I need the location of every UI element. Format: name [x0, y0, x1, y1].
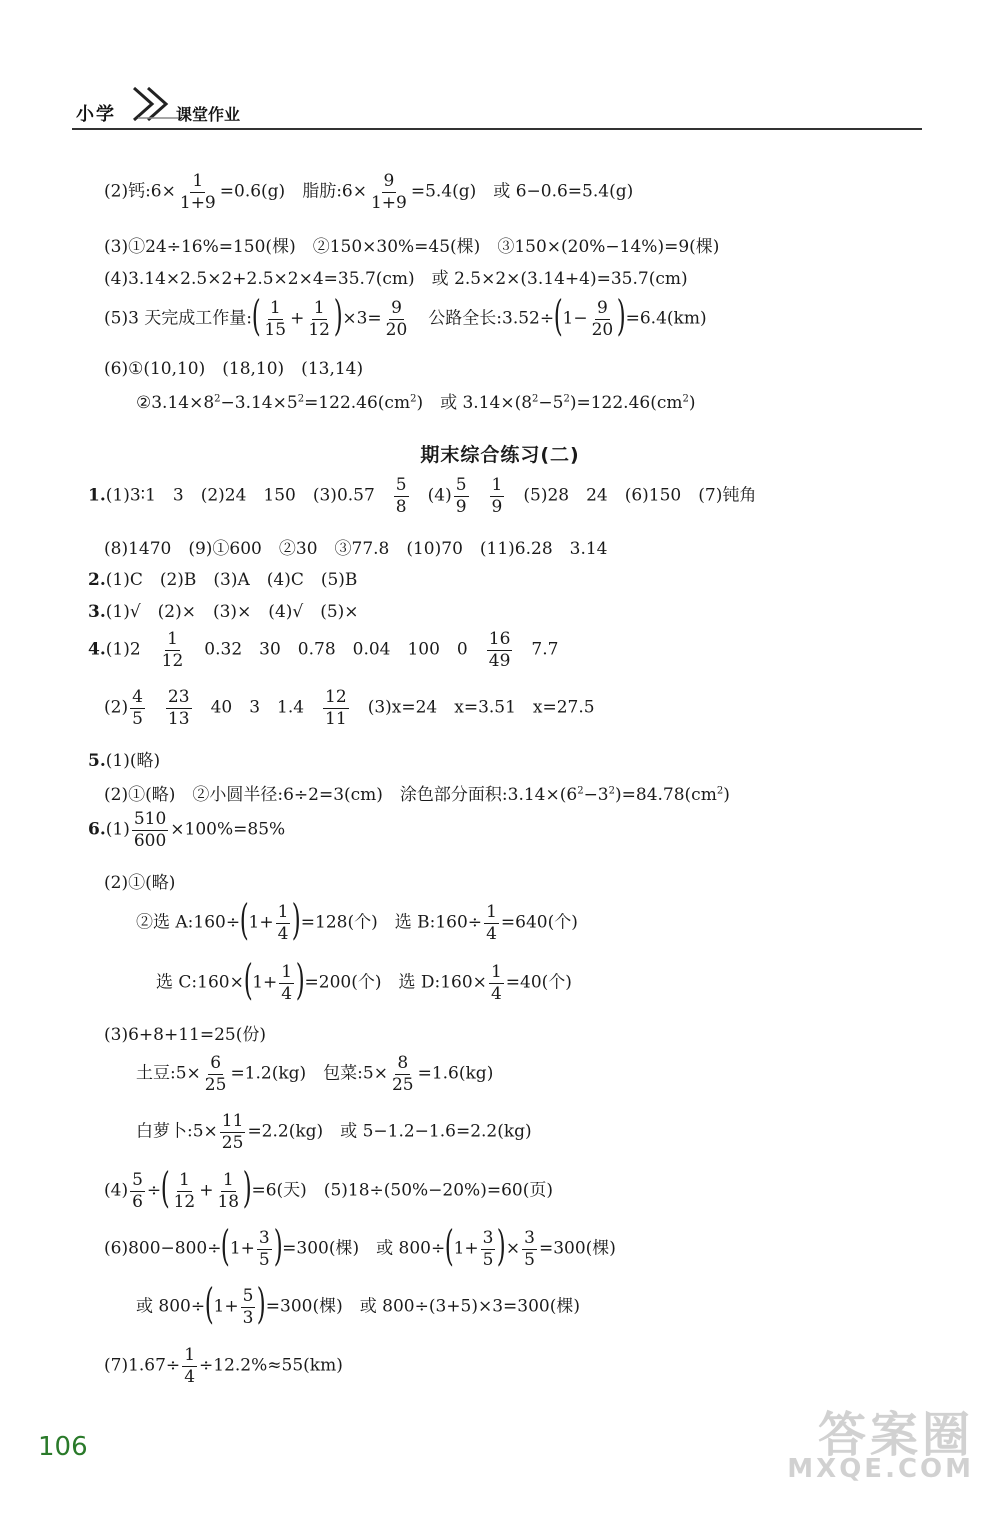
fraction: $\frac{5}{9}$ — [455, 475, 467, 517]
header-rule — [72, 128, 922, 130]
q5-line-1: 5.(1)(略) — [88, 751, 161, 771]
fraction: $\frac{9}{1+9}$ — [370, 171, 407, 213]
q5-line-2: (2)①(略) ②小圆半径:6÷2=3(cm) 涂色部分面积$:3.14\times(6^2-3^2)=84.78(cm^2)$ — [104, 785, 730, 805]
fraction: $\frac{9}{20}$ — [385, 297, 408, 340]
prev-line-6: (6)①(10,10) (18,10) (13,14) — [104, 359, 364, 379]
fraction: $\frac{5}{8}$ — [395, 475, 407, 517]
prev-line-7: $②3.14\times 8^2-3.14\times 5^2=122.46(cm^2)$ 或 $3.14\times(8^2-5^2)=122.46(cm^2)$ — [136, 393, 696, 413]
fraction: $\frac{5}{6}$ — [132, 1169, 143, 1212]
fraction: $\frac{1}{4}$ — [281, 961, 293, 1004]
q6-line-7: 白萝卜:5× $\frac{11}{25}$ =2.2(kg) 或 5−1.2−1.6=2.2(kg) — [136, 1111, 532, 1153]
prev-line-4: (4)3.14×2.5×2+2.5×2×4=35.7(cm) 或 2.5×2×(3.14+4)=35.7(cm) — [104, 269, 688, 289]
fraction: $\frac{1}{12}$ — [161, 629, 184, 671]
fraction: $\frac{6}{25}$ — [204, 1053, 227, 1095]
q6-line-9: (6)800−800÷(1+ $\frac{3}{5}$ )=300(棵) 或 800÷(1+ $\frac{3}{5}$ )× $\frac{3}{5}$ =300(棵) — [104, 1221, 616, 1270]
fraction: $\frac{1}{12}$ — [173, 1169, 196, 1212]
watermark-url: MXQE.COM — [787, 1454, 974, 1484]
q6-line-3: ②选 A:160÷(1+ $\frac{1}{4}$ )=128(个) 选 B:160÷ $\frac{1}{4}$ =640(个) — [136, 895, 578, 944]
fraction: $\frac{1}{1+9}$ — [179, 171, 216, 213]
fraction: $\frac{3}{5}$ — [482, 1227, 494, 1270]
prev-line-5: (5)3 天完成工作量:( $\frac{1}{15}$ + $\frac{1}{12}$ )×3= $\frac{9}{20}$ 公路全长:3.52÷(1− $\frac{9}{20}$ )=6.4(km) — [104, 291, 707, 340]
fraction: $\frac{1}{9}$ — [491, 475, 503, 517]
fraction: $\frac{5}{3}$ — [242, 1285, 254, 1328]
fraction: $\frac{1}{4}$ — [486, 901, 497, 944]
header-brand: 小学 — [76, 104, 116, 125]
q6-line-4: 选 C:160×(1+ $\frac{1}{4}$ )=200(个) 选 D:160× $\frac{1}{4}$ =40(个) — [156, 955, 572, 1004]
fraction: $\frac{1}{15}$ — [264, 297, 287, 340]
page-header — [72, 78, 922, 130]
fraction: $\frac{11}{25}$ — [221, 1111, 244, 1153]
fraction: $\frac{12}{11}$ — [325, 687, 347, 729]
q6-line-1: 6.(1) $\frac{510}{600}$ ×100%=85% — [88, 809, 286, 851]
fraction: $\frac{9}{20}$ — [591, 297, 614, 340]
header-title: 课堂作业 — [176, 105, 241, 124]
q2-line: 2.(1)C (2)B (3)A (4)C (5)B — [88, 570, 358, 590]
fraction: $\frac{510}{600}$ — [133, 809, 167, 851]
fraction: $\frac{3}{5}$ — [524, 1227, 535, 1270]
q3-line: 3.(1)√ (2)× (3)× (4)√ (5)× — [88, 602, 359, 622]
prev-line-2: (2)钙:6× $\frac{1}{1+9}$ =0.6(g) 脂肪:6× $\frac{9}{1+9}$ =5.4(g) 或 6−0.6=5.4(g) — [104, 171, 634, 213]
fraction: $\frac{16}{49}$ — [488, 629, 511, 671]
q1-line-2: (8)1470 (9)①600 ②30 ③77.8 (10)70 (11)6.28 3.14 — [104, 539, 608, 559]
section-title: 期末综合练习(二) — [420, 444, 580, 466]
q6-line-6: 土豆:5× $\frac{6}{25}$ =1.2(kg) 包菜:5× $\frac{8}{25}$ =1.6(kg) — [136, 1053, 494, 1095]
q4-line-2: (2) $\frac{4}{5}$ $\frac{23}{13}$ 40 3 1.4 $\frac{12}{11}$ (3)x=24 x=3.51 x=27.5 — [104, 687, 595, 729]
prev-line-3: (3)①24÷16%=150(棵) ②150×30%=45(棵) ③150×(20%−14%)=9(棵) — [104, 237, 720, 257]
q6-line-2: (2)①(略) — [104, 873, 176, 893]
fraction: $\frac{1}{12}$ — [308, 297, 330, 340]
q6-line-10: 或 800÷(1+ $\frac{5}{3}$ )=300(棵) 或 800÷(3+5)×3=300(棵) — [136, 1279, 580, 1328]
fraction: $\frac{1}{4}$ — [277, 901, 289, 944]
fraction: $\frac{8}{25}$ — [391, 1053, 414, 1095]
fraction: $\frac{23}{13}$ — [167, 687, 190, 729]
q6-line-5: (3)6+8+11=25(份) — [104, 1025, 266, 1045]
q1-line-1: 1.(1)3∶1 3 (2)24 150 (3)0.57 $\frac{5}{8}$ (4) $\frac{5}{9}$ $\frac{1}{9}$ (5)28 24 (6)150 (7)钝角 — [88, 475, 757, 517]
watermark-title: 答案圈 — [817, 1407, 974, 1463]
page-number: 106 — [38, 1432, 88, 1462]
q4-line-1: 4.(1)2 $\frac{1}{12}$ 0.32 30 0.78 0.04 100 0 $\frac{16}{49}$ 7.7 — [88, 629, 559, 671]
fraction: $\frac{1}{18}$ — [217, 1169, 240, 1212]
q6-line-8: (4) $\frac{5}{6}$ ÷( $\frac{1}{12}$ + $\frac{1}{18}$ )=6(天) (5)18÷(50%−20%)=60(页) — [104, 1163, 553, 1212]
fraction: $\frac{1}{4}$ — [184, 1345, 196, 1387]
q6-line-11: (7)1.67÷ $\frac{1}{4}$ ÷12.2%≈55(km) — [104, 1345, 343, 1387]
fraction: $\frac{3}{5}$ — [258, 1227, 270, 1270]
watermark-logo — [698, 1396, 978, 1496]
fraction: $\frac{1}{4}$ — [490, 961, 502, 1004]
fraction: $\frac{4}{5}$ — [132, 687, 143, 729]
